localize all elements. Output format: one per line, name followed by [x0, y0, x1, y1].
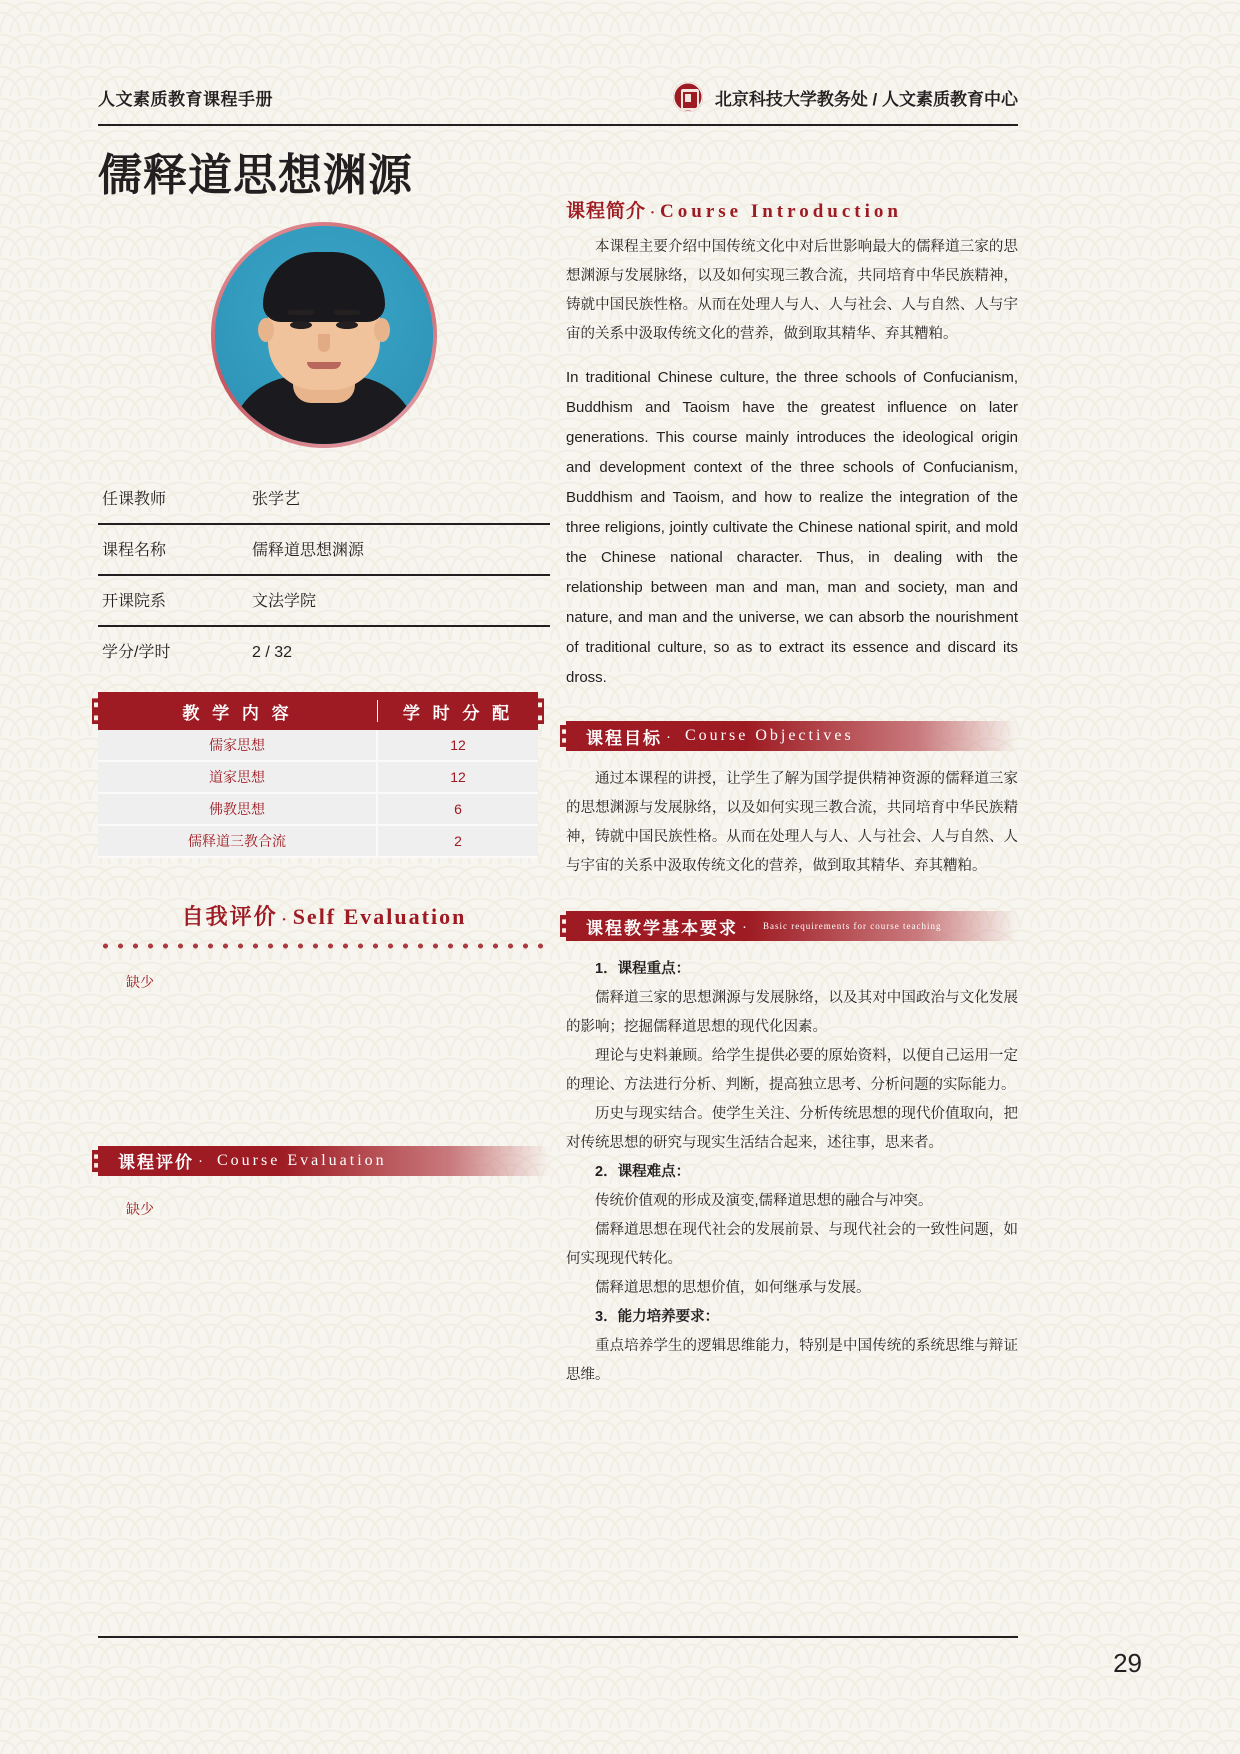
- requirement-heading: 1．课程重点：: [595, 961, 691, 977]
- heading-en: Basic requirements for course teaching: [763, 921, 942, 931]
- course-introduction-cn: 本课程主要介绍中国传统文化中对后世影响最大的儒释道三家的思想渊源与发展脉络，以及如何实现三教合流，共同培育中华民族精神，铸就中国民族性格。从而在处理人与人、人与社会、人与自然、人与宇宙的关系中汲取传统文化的营养，做到取其精华、弃其糟粕。: [566, 239, 1018, 342]
- course-info-list: [98, 474, 550, 676]
- course-objectives-heading: [566, 721, 1018, 751]
- cell-hours: 2: [454, 833, 462, 850]
- info-value: 儒释道思想渊源: [252, 542, 365, 560]
- course-evaluation-body: 缺少: [126, 1200, 154, 1217]
- requirement-paragraph: 历史与现实结合。使学生关注、分析传统思想的现代价值取向，把对传统思想的研究与现实生活结合起来，述往事，思来者。: [566, 1106, 1018, 1151]
- heading-cn: 课程教学基本要求: [586, 918, 738, 938]
- info-label: 学分/学时: [102, 644, 171, 662]
- requirement-paragraph: 传统价值观的形成及演变,儒释道思想的融合与冲突。: [595, 1193, 933, 1209]
- heading-separator: ·: [666, 727, 671, 745]
- info-label: 开课院系: [102, 593, 167, 611]
- column-header-content: 教 学 内 容: [182, 703, 293, 723]
- course-evaluation-heading: [98, 1146, 550, 1176]
- heading-cn: 自我评价: [181, 904, 278, 930]
- requirement-paragraph: 儒释道思想在现代社会的发展前景、与现代社会的一致性问题，如何实现现代转化。: [566, 1222, 1018, 1267]
- cell-content: 佛教思想: [209, 801, 265, 818]
- info-label: 任课教师: [102, 491, 167, 509]
- heading-separator: ·: [742, 917, 747, 935]
- heading-en: Course Introduction: [660, 201, 902, 222]
- self-evaluation-heading: [98, 900, 550, 931]
- basic-requirements-heading: [566, 911, 1018, 941]
- cell-hours: 12: [450, 769, 466, 786]
- teaching-hours-table: [98, 692, 538, 858]
- cell-hours: 6: [454, 801, 462, 818]
- info-row-credits-hours: [98, 627, 550, 676]
- cell-content: 儒家思想: [209, 737, 265, 754]
- table-row: [98, 762, 538, 794]
- heading-cn: 课程评价: [118, 1153, 194, 1173]
- instructor-avatar: [211, 222, 437, 448]
- header-brand: [673, 82, 1018, 112]
- footer-divider: [98, 1636, 1018, 1638]
- ribbon-notch-left-icon: [560, 915, 566, 937]
- header-divider: [98, 124, 1018, 126]
- heading-separator: ·: [281, 912, 289, 929]
- heading-separator: ·: [198, 1152, 203, 1170]
- course-introduction-section: [566, 196, 1018, 693]
- avatar-image: [215, 226, 433, 444]
- course-evaluation-section: [98, 1146, 550, 1223]
- basic-requirements-section: [566, 911, 1018, 1390]
- requirement-paragraph: 儒释道三家的思想渊源与发展脉络，以及其对中国政治与文化发展的影响；挖掘儒释道思想的现代化因素。: [566, 990, 1018, 1035]
- info-value: 文法学院: [252, 593, 317, 611]
- page-title: 儒释道思想渊源: [98, 151, 413, 200]
- table-row: [98, 730, 538, 762]
- column-header-hours: 学 时 分 配: [402, 703, 514, 723]
- info-row-department: [98, 576, 550, 627]
- heading-cn: 课程简介: [566, 201, 647, 222]
- course-introduction-en: In traditional Chinese culture, the three schools of Confucianism, Buddhism and Taoism have the greatest influence on later generations. This course mainly introduces the ideological origin and development context of the three schools of Confucianism, Buddhism and Taoism, and how to realize the integration of the three religions, jointly cultivate the Chinese national spirit, and mold the Chinese national character. Thus, in dealing with the relationship between man and man, man and society, man and nature, and man and the universe, we can absorb the nourishment of traditional culture, so as to extract its essence and discard its dross.: [566, 369, 1018, 686]
- left-column: [98, 152, 550, 1223]
- table-header-row: [98, 692, 538, 730]
- info-label: 课程名称: [102, 542, 167, 560]
- cell-hours: 12: [450, 737, 466, 754]
- page-number: 29: [1113, 1648, 1142, 1678]
- course-objectives-body: 通过本课程的讲授，让学生了解为国学提供精神资源的儒释道三家的思想渊源与发展脉络，以及如何实现三教合流，共同培育中华民族精神，铸就中国民族性格。从而在处理人与人、人与社会、人与自然、人与宇宙的关系中汲取传统文化的营养，做到取其精华、弃其糟粕。: [566, 771, 1018, 874]
- heading-separator: ·: [650, 205, 657, 221]
- handbook-title: 人文素质教育课程手册: [98, 89, 273, 109]
- table-row: [98, 826, 538, 858]
- cell-content: 儒释道三教合流: [188, 833, 286, 850]
- cell-content: 道家思想: [209, 769, 265, 786]
- course-objectives-section: [566, 721, 1018, 881]
- university-seal-logo-icon: [673, 82, 703, 112]
- heading-en: Course Evaluation: [217, 1151, 387, 1169]
- requirement-paragraph: 重点培养学生的逻辑思维能力，特别是中国传统的系统思维与辩证思维。: [566, 1338, 1018, 1383]
- info-value: 张学艺: [252, 491, 301, 509]
- info-row-course-name: [98, 525, 550, 576]
- ribbon-notch-left-icon: [92, 698, 98, 724]
- dotted-divider: [98, 943, 550, 949]
- info-value: 2 / 32: [252, 644, 293, 662]
- department-title: 北京科技大学教务处 / 人文素质教育中心: [714, 89, 1018, 109]
- heading-en: Self Evaluation: [292, 904, 467, 930]
- requirement-heading: 3．能力培养要求：: [595, 1309, 720, 1325]
- requirement-paragraph: 理论与史料兼顾。给学生提供必要的原始资料，以便自己运用一定的理论、方法进行分析、判断，提高独立思考、分析问题的实际能力。: [566, 1048, 1018, 1093]
- right-column: [566, 196, 1018, 1390]
- requirement-heading: 2．课程难点：: [595, 1164, 691, 1180]
- heading-cn: 课程目标: [586, 728, 662, 748]
- page-header: [98, 82, 1018, 112]
- table-row: [98, 794, 538, 826]
- self-evaluation-section: [98, 900, 550, 931]
- ribbon-notch-left-icon: [560, 725, 566, 747]
- ribbon-notch-right-icon: [538, 698, 544, 724]
- course-introduction-heading: [566, 196, 1018, 223]
- info-row-instructor: [98, 474, 550, 525]
- self-evaluation-body: 缺少: [126, 974, 154, 991]
- requirement-paragraph: 儒释道思想的思想价值，如何继承与发展。: [595, 1280, 871, 1296]
- heading-en: Course Objectives: [685, 727, 854, 744]
- ribbon-notch-left-icon: [92, 1150, 98, 1172]
